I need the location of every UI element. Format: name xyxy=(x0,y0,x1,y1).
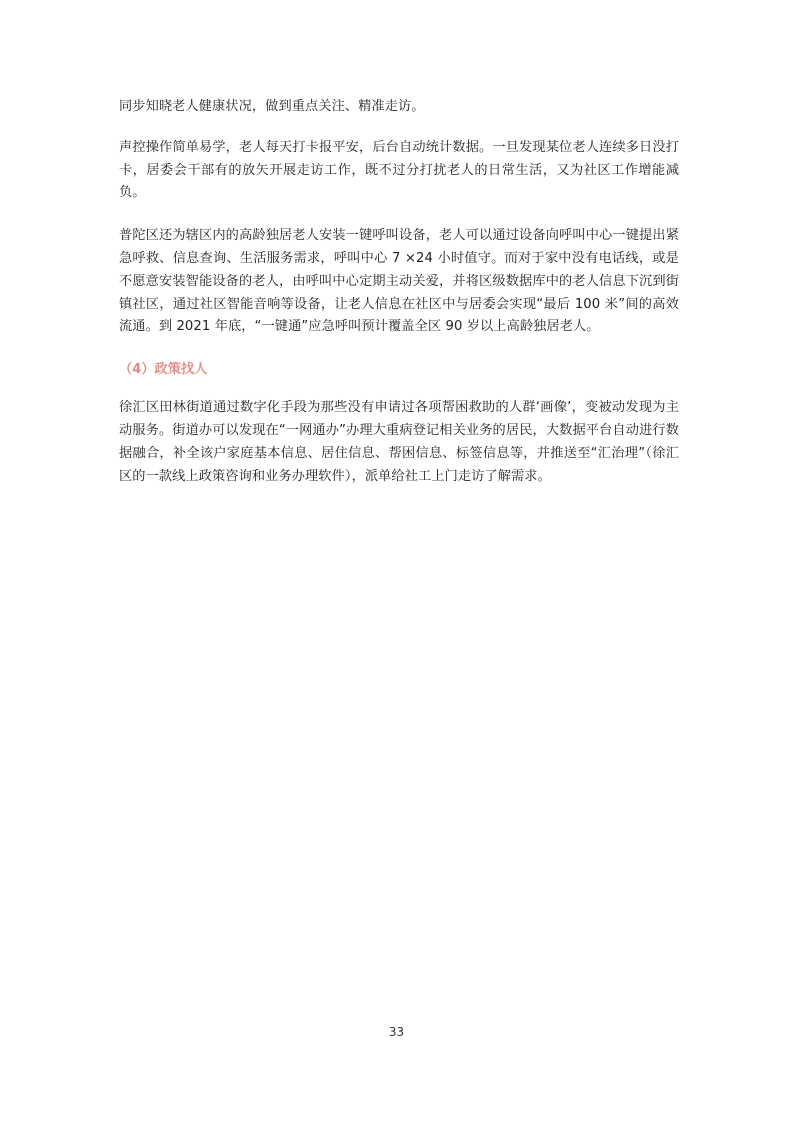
paragraph-voice-checkin: 声控操作简单易学，老人每天打卡报平安，后台自动统计数据。一旦发现某位老人连续多日没打卡，居委会干部有的放矢开展走访工作，既不过分打扰老人的日常生活，又为社区工作增能减负。 xyxy=(119,139,679,201)
page-content xyxy=(119,96,679,508)
section-heading-policy-finds-people: （4）政策找人 xyxy=(119,362,208,378)
paragraph-health-status: 同步知晓老人健康状况，做到重点关注、精准走访。 xyxy=(119,99,425,114)
page-number: 33 xyxy=(388,1025,405,1039)
paragraph-xuhui-tianlin: 徐汇区田林街道通过数字化手段为那些没有申请过各项帮困救助的人群‘画像’，变被动发现为主动服务。街道办可以发现在“一网通办”办理大重病登记相关业务的居民，大数据平台自动进行数据融合，补全该户家庭基本信息、居住信息、帮困信息、标签信息等，并推送至“汇治理”（徐汇区的一款线上政策咨询和业务办理软件），派单给社工上门走访了解需求。 xyxy=(119,400,679,484)
paragraph-putuo-one-touch-call: 普陀区还为辖区内的高龄独居老人安装一键呼叫设备，老人可以通过设备向呼叫中心一键提出紧急呼救、信息查询、生活服务需求，呼叫中心 7 ×24 小时值守。而对于家中没有电话线，或是不愿意安装智能设备的老人，由呼叫中心定期主动关爱，并将区级数据库中的老人信息下沉到街镇社区，通过社区智能音响等设备，让老人信息在社区中与居委会实现“最后 100 米”间的高效流通。到 2021 年底，“一键通”应急呼叫预计覆盖全区 90 岁以上高龄独居老人。 xyxy=(119,228,679,335)
